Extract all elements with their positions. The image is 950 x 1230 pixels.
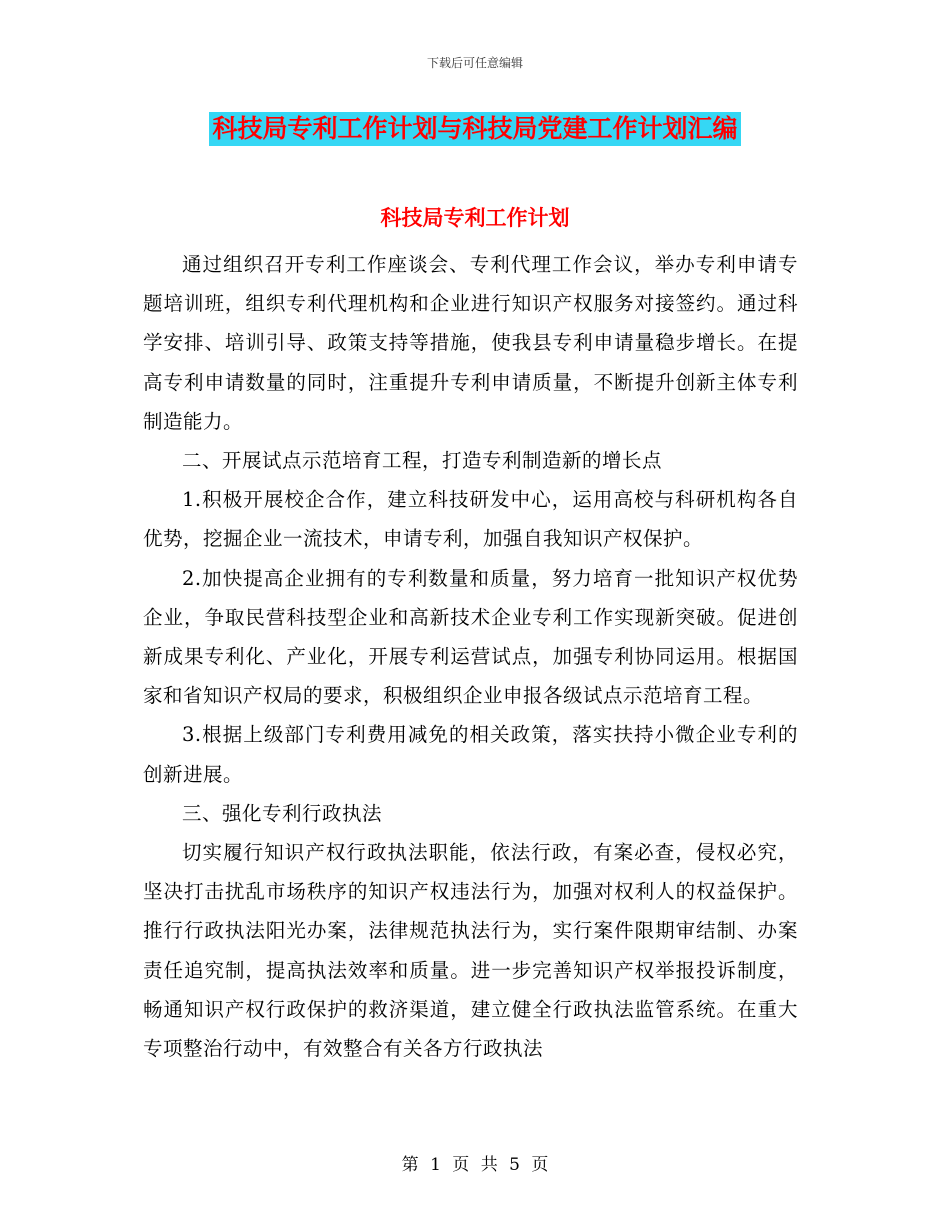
page-footer: 第 1 页 共 5 页 [401,1155,549,1175]
paragraph-intro: 通过组织召开专利工作座谈会、专利代理工作会议，举办专利申请专题培训班，组织专利代理机构和企业进行知识产权服务对接签约。通过科学安排、培训引导、政策支持等措施，使我县专利申请量稳步增长。在提高专利申请数量的同时，注重提升专利申请质量，不断提升创新主体专利制造能力。 [143,253,798,433]
section-title: 科技局专利工作计划 [380,206,570,230]
paragraph-item-1: 1.积极开展校企合作，建立科技研发中心，运用高校与科研机构各自优势，挖掘企业一流技术，申请专利，加强自我知识产权保护。 [143,488,798,551]
document-title: 科技局专利工作计划与科技局党建工作计划汇编 [209,112,740,146]
heading-section-2: 二、开展试点示范培育工程，打造专利制造新的增长点 [182,449,663,473]
header-note: 下载后可任意编辑 [426,56,523,70]
paragraph-item-2: 2.加快提高企业拥有的专利数量和质量，努力培育一批知识产权优势企业，争取民营科技型企业和高新技术企业专利工作实现新突破。促进创新成果专利化、产业化，开展专利运营试点，加强专利协同运用。根据国家和省知识产权局的要求，积极组织企业申报各级试点示范培育工程。 [143,566,798,708]
document-title-wrap [0,112,950,146]
paragraph-enforcement: 切实履行知识产权行政执法职能，依法行政，有案必查，侵权必究，坚决打击扰乱市场秩序的知识产权违法行为，加强对权利人的权益保护。推行行政执法阳光办案，法律规范执法行为，实行案件限期审结制、办案责任追究制，提高执法效率和质量。进一步完善知识产权举报投诉制度，畅通知识产权行政保护的救济渠道，建立健全行政执法监管系统。在重大专项整治行动中，有效整合有关各方行政执法 [143,841,798,1061]
document-body [143,245,798,1068]
paragraph-item-3: 3.根据上级部门专利费用减免的相关政策，落实扶持小微企业专利的创新进展。 [143,723,798,786]
heading-section-3: 三、强化专利行政执法 [182,801,383,825]
